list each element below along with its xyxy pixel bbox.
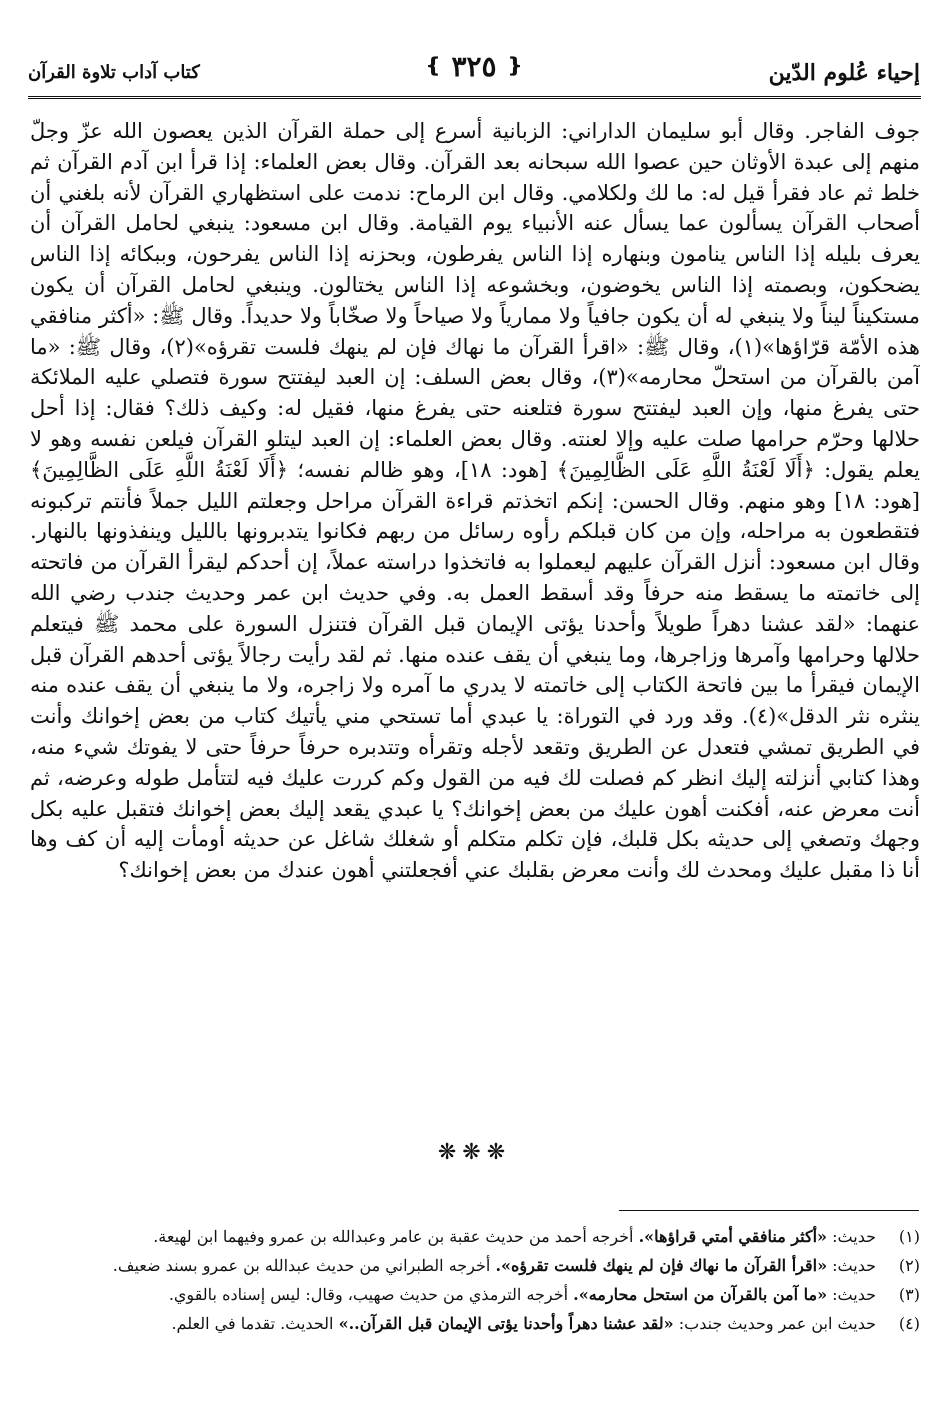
footnote-number: (٢)	[898, 1256, 920, 1275]
footnote-hadith: «أكثر منافقي أمتي قراؤها».	[638, 1227, 828, 1246]
right-bracket-ornament-icon: ❵	[424, 53, 442, 77]
page-number-box	[425, 50, 523, 83]
footnote-number: (٣)	[898, 1285, 920, 1304]
footnote-hadith: «اقرأ القرآن ما نهاك فإن لم ينهك فلست تقرؤه».	[495, 1256, 828, 1275]
footnote-prefix: حديث ابن عمر وحديث جندب:	[673, 1314, 876, 1333]
footnote-number: (٤)	[898, 1314, 920, 1333]
footnote-item	[30, 1222, 920, 1251]
footnote-divider	[619, 1210, 919, 1211]
page-number: ٣٢٥	[451, 50, 497, 83]
footnote-item	[30, 1280, 920, 1309]
section-end-ornament-icon: ❋❋❋	[437, 1140, 512, 1165]
footnote-text: أخرجه الطبراني من حديث عبدالله بن عمرو بسند ضعيف.	[112, 1256, 496, 1275]
footnotes	[30, 1222, 920, 1338]
footnote-text: أخرجه أحمد من حديث عقبة بن عامر وعبدالله بن عمرو وفيهما ابن لهيعة.	[153, 1227, 639, 1246]
footnote-prefix: حديث:	[827, 1256, 876, 1275]
left-bracket-ornament-icon: ❴	[506, 53, 524, 77]
chapter-title: كتاب آداب تلاوة القرآن	[28, 62, 200, 83]
header-divider	[28, 96, 921, 99]
footnote-text: أخرجه الترمذي من حديث صهيب، وقال: ليس إسناده بالقوي.	[168, 1285, 574, 1304]
page-header	[28, 48, 920, 96]
body-paragraph: جوف الفاجر. وقال أبو سليمان الداراني: الزبانية أسرع إلى حملة القرآن الذين يعصون الله عزّ وجلّ منهم إلى عبدة الأوثان حين عصوا الله سبحانه بعد القرآن. وقال بعض العلماء: إذا قرأ ابن آدم القرآن ثم خلط ثم عاد فقرأ قيل له: ما لك ولكلامي. وقال ابن الرماح: ندمت على استظهاري القرآن لأنه بلغني أن أصحاب القرآن يسألون عما يسأل عنه الأنبياء يوم القيامة. وقال ابن مسعود: ينبغي لحامل القرآن أن يعرف بليله إذا الناس ينامون وبنهاره إذا الناس يفرطون، وبحزنه إذا الناس يفرحون، وببكائه إذا الناس يضحكون، وبصمته إذا الناس يخوضون، وبخشوعه إذا الناس يختالون. وينبغي لحامل القرآن أن يكون مستكيناً ليناً ولا ينبغي له أن يكون جافياً ولا ممارياً ولا صياحاً ولا صخّاباً ولا حديداً. وقال ﷺ: «أكثر منافقي هذه الأمّة قرّاؤها»(١)، وقال ﷺ: «اقرأ القرآن ما نهاك فإن لم ينهك فلست تقرؤه»(٢)، وقال ﷺ: «ما آمن بالقرآن من استحلّ محارمه»(٣)، وقال بعض السلف: إن العبد ليفتتح سورة فتصلي عليه الملائكة حتى يفرغ منها، وإن العبد ليفتتح سورة فتلعنه حتى يفرغ منها، فقيل له: وكيف ذلك؟ فقال: إذا أحل حلالها وحرّم حرامها صلت عليه وإلا لعنته. وقال بعض العلماء: إن العبد ليتلو القرآن فيلعن نفسه وهو لا يعلم يقول: ﴿أَلَا لَعْنَةُ اللَّهِ عَلَى الظَّالِمِينَ﴾ [هود: ١٨]، وهو ظالم نفسه؛ ﴿أَلَا لَعْنَةُ اللَّهِ عَلَى الظَّالِمِينَ﴾ [هود: ١٨] وهو منهم. وقال الحسن: إنكم اتخذتم قراءة القرآن مراحل وجعلتم الليل جملاً فأنتم تركبونه فتقطعون به مراحله، وإن من كان قبلكم رأوه رسائل من ربهم فكانوا يتدبرونها بالليل وينفذونها بالنهار. وقال ابن مسعود: أنزل القرآن عليهم ليعملوا به فاتخذوا دراسته عملاً، إن أحدكم ليقرأ القرآن من فاتحته إلى خاتمته ما يسقط منه حرفاً وقد أسقط العمل به. وفي حديث ابن عمر وحديث جندب رضي الله عنهما: «لقد عشنا دهراً طويلاً وأحدنا يؤتى الإيمان قبل القرآن فتنزل السورة على محمد ﷺ فيتعلم حلالها وحرامها وآمرها وزاجرها، وما ينبغي أن يقف عنده منها. ثم لقد رأيت رجالاً يؤتى أحدهم القرآن قبل الإيمان فيقرأ ما بين فاتحة الكتاب إلى خاتمته لا يدري ما آمره ولا زاجره، ولا ما ينبغي أن يقف عنده منه ينثره نثر الدقل»(٤). وقد ورد في التوراة: يا عبدي أما تستحي مني يأتيك كتاب من بعض إخوانك وأنت في الطريق تمشي فتعدل عن الطريق وتقعد لأجله وتقرأه وتتدبره حرفاً حرفاً حتى لا يفوتك شيء منه، وهذا كتابي أنزلته إليك انظر كم فصلت لك فيه من القول وكم كررت عليك فيه لتتأمل طوله وعرضه، ثم أنت معرض عنه، أفكنت أهون عليك من بعض إخوانك؟ يا عبدي يقعد إليك بعض إخوانك فتقبل عليه بكل وجهك وتصغي إلى حديثه بكل قلبك، فإن تكلم متكلم أو شغلك شاغل عن حديثه أومأت إليه أن كف وها أنا ذا مقبل عليك ومحدث لك وأنت معرض بقلبك عني أفجعلتني أهون عندك من بعض إخوانك؟	[30, 119, 920, 883]
book-title: إحياء عُلوم الدّين	[768, 60, 920, 86]
footnote-hadith: «ما آمن بالقرآن من استحل محارمه».	[573, 1285, 828, 1304]
footnote-prefix: حديث:	[827, 1227, 876, 1246]
main-text	[30, 116, 920, 1076]
footnote-prefix: حديث:	[827, 1285, 876, 1304]
footnote-item	[30, 1309, 920, 1338]
footnote-hadith: «لقد عشنا دهراً وأحدنا يؤتى الإيمان قبل القرآن..»	[338, 1314, 674, 1333]
footnote-number: (١)	[898, 1227, 920, 1246]
footnote-text: الحديث. تقدما في العلم.	[171, 1314, 339, 1333]
footnote-item	[30, 1251, 920, 1280]
